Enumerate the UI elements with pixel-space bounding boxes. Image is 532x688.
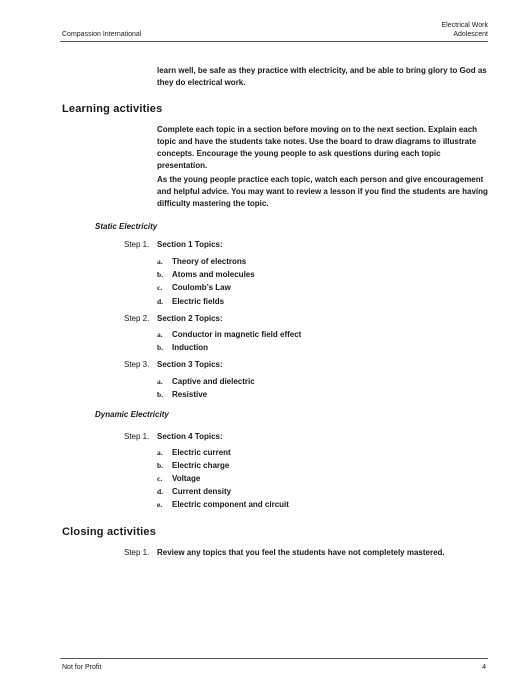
header-course-title: Electrical Work: [441, 22, 488, 29]
list-item: Voltage: [172, 474, 201, 483]
list-item: Induction: [172, 343, 208, 352]
step-label: Step 3.: [124, 360, 150, 369]
list-item: Theory of electrons: [172, 257, 247, 266]
learning-paragraph-1: Complete each topic in a section before moving on to the next section. Explain each topic and have the students take notes. Use the board to draw diagrams to illustrate concepts. Encourage the young people to ask questions during each topic presentation.: [157, 125, 478, 170]
header-course-info: [441, 21, 488, 39]
intro-paragraph: learn well, be safe as they practice with electricity, and be able to bring glory to God as they do electrical work.: [157, 66, 487, 87]
static-electricity-heading: Static Electricity: [95, 222, 158, 231]
list-item: Current density: [172, 487, 232, 496]
list-item-letter: b.: [157, 270, 164, 279]
list-item-letter: b.: [157, 461, 164, 470]
list-item: Coulomb’s Law: [172, 283, 231, 292]
list-item-letter: c.: [157, 283, 163, 292]
list-item: Electric component and circuit: [172, 500, 289, 509]
footer-label: Not for Profit: [62, 664, 102, 671]
list-item-letter: e.: [157, 500, 163, 509]
list-item-letter: a.: [157, 330, 163, 339]
learning-activities-heading: Learning activities: [62, 103, 163, 115]
footer-rule: [60, 658, 488, 659]
step-title: Section 3 Topics:: [157, 360, 223, 369]
list-item: Captive and dielectric: [172, 377, 255, 386]
closing-activities-heading: Closing activities: [62, 526, 157, 538]
step-title: Section 2 Topics:: [157, 314, 223, 323]
list-item: Atoms and molecules: [172, 270, 255, 279]
list-item-letter: a.: [157, 257, 163, 266]
list-item: Conductor in magnetic field effect: [172, 330, 302, 339]
step-title: Section 4 Topics:: [157, 432, 223, 441]
list-item-letter: b.: [157, 343, 164, 352]
list-item: Electric current: [172, 448, 231, 457]
list-item-letter: a.: [157, 377, 163, 386]
step-label: Step 1.: [124, 432, 150, 441]
header-audience: Adolescent: [453, 31, 488, 38]
list-item: Electric fields: [172, 297, 225, 306]
list-item: Electric charge: [172, 461, 230, 470]
list-item-letter: d.: [157, 297, 164, 306]
step-label: Step 1.: [124, 240, 150, 249]
header-org-name: Compassion International: [62, 31, 142, 38]
dynamic-electricity-heading: Dynamic Electricity: [95, 410, 169, 419]
list-item: Resistive: [172, 390, 208, 399]
closing-step-text: Review any topics that you feel the students have not completely mastered.: [157, 548, 445, 557]
list-item-letter: a.: [157, 448, 163, 457]
list-item-letter: d.: [157, 487, 164, 496]
learning-paragraph-2: As the young people practice each topic, watch each person and give encouragement and helpful advice. You may want to review a lesson if you find the students are having difficulty mastering the topic.: [157, 175, 488, 208]
list-item-letter: b.: [157, 390, 164, 399]
page-number: 4: [482, 664, 486, 671]
step-label: Step 1.: [124, 548, 150, 557]
header-rule: [60, 41, 488, 42]
step-title: Section 1 Topics:: [157, 240, 223, 249]
list-item-letter: c.: [157, 474, 163, 483]
step-label: Step 2.: [124, 314, 150, 323]
